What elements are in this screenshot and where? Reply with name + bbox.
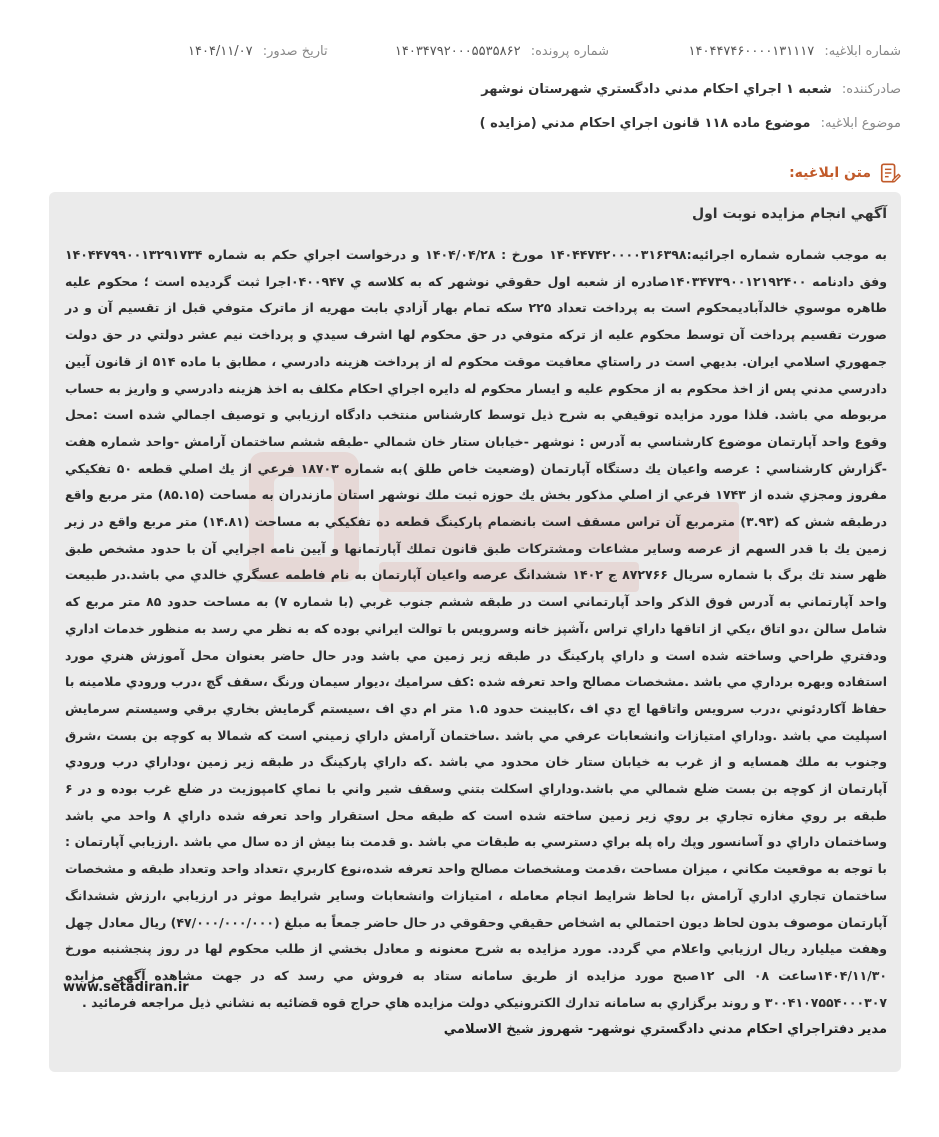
notice-meta-row [0, 44, 939, 68]
subject-value: موضوع ماده ۱۱۸ قانون اجراي احکام مدني (مزايده ) [479, 116, 811, 131]
subject-line [480, 116, 901, 131]
document-title: آگهي انجام مزايده نوبت اول [691, 206, 887, 222]
issue-date-label: تاريخ صدور: [262, 44, 328, 59]
issuer-value: شعبه ۱ اجراي احکام مدني دادگستري شهرستان نوشهر [481, 82, 832, 97]
issue-date [188, 44, 328, 59]
issuer-line [481, 82, 901, 97]
notice-text-heading [789, 160, 901, 186]
notice-number-label: شماره ابلاغيه: [824, 44, 901, 59]
notice-text-box [49, 192, 901, 1072]
document-edit-icon [879, 162, 901, 184]
case-number-value: ۱۴۰۳۴۷۹۲۰۰۰۵۵۳۵۸۶۲ [394, 44, 521, 59]
notice-number-value: ۱۴۰۴۴۷۴۶۰۰۰۰۱۳۱۱۱۷ [688, 44, 815, 59]
case-number [395, 44, 609, 59]
notice-text-heading-label: متن ابلاغيه: [789, 165, 871, 181]
notice-number [689, 44, 901, 59]
document-signature: مدير دفتراجراي احکام مدني دادگستري نوشهر- شهروز شيخ الاسلامي [443, 1022, 887, 1037]
issuer-label: صادرکننده: [841, 82, 901, 97]
website-link[interactable]: www.setadiran.ir [63, 980, 189, 995]
subject-label: موضوع ابلاغيه: [820, 116, 901, 131]
issue-date-value: ۱۴۰۴/۱۱/۰۷ [188, 44, 253, 59]
case-number-label: شماره پرونده: [530, 44, 609, 59]
document-body: به موجب شماره شماره اجرائيه:۱۴۰۴۴۷۴۲۰۰۰۰۳۱۶۳۹۸ مورخ : ۱۴۰۴/۰۴/۲۸ و درخواست اجراي حکم به شماره ۱۴۰۴۴۷۹۹۰۰۱۳۲۹۱۷۳۴ وفق دادنامه ۱۴۰۳۴۷۳۹۰۰۱۲۱۹۲۴۰۰صادره از شعبه اول حقوقي نوشهر که به کلاسه ي ۰۴۰۰۹۴۷اجرا ثبت گرديده است ؛ محکوم عليه طاهره موسوي خالدآباديمحکوم است به پرداخت تعداد ۲۲۵ سکه تمام بهار آزادي بابت مهريه از ماترک متوفي قبل از تقسيم آن و در صورت تقسيم پرداخت آن توسط محکوم عليه از ترکه متوفي در حق محکوم لها اشرف سيدي و پرداخت نيم عشر دولتي در حق دولت جمهوري اسلامي ايران. بديهي است در راستاي معافيت موقت محکوم له از پرداخت هزينه دادرسي ، مطابق با ماده ۵۱۴ از قانون آيين دادرسي مدني پس از اخذ محکوم به از محکوم عليه و ايسار محکوم له دايره اجراي احکام مکلف به اخذ هزينه دادرسي و واريز به حساب مربوطه مي باشد. فلذا مورد مزايده توقيفي به شرح ذيل توسط کارشناس منتخب دادگاه ارزيابي و توصيف اجمالي شده است :محل وقوع واحد آپارتمان موضوع کارشناسي به آدرس : نوشهر -خيابان ستار خان شمالي -طبقه ششم ساختمان آرامش -واحد شماره هفت -گزارش کارشناسي : عرصه واعيان يك دستگاه آپارتمان (وضعيت خاص طلق )به شماره ۱۸۷۰۳ فرعي از يك اصلي قطعه ۵۰ تفکيکي مفروز ومجزي شده از ۱۷۴۳ فرعي از اصلي مذکور بخش يك حوزه ثبت ملك نوشهر استان مازندران به مساحت (۸۵.۱۵) متر مربع واقع درطبقه شش که (۳.۹۳) مترمربع آن تراس مسقف است بانضمام پارکينگ قطعه ده تفکيکي به مساحت (۱۴.۸۱) متر مربع واقع در زير زمين يك با قدر السهم از عرصه وساير مشاعات ومشترکات طبق قانون تملك آپارتمانها و آيين نامه اجرايي آن با حدود مشخص طبق ظهر سند تك برگ با شماره سريال ۸۷۲۷۶۶ ج ۱۴۰۲ ششدانگ عرصه واعيان آپارتمان به نام فاطمه عسگري خالدي مي باشد.در طبيعت واحد آپارتماني به آدرس فوق الذکر واحد آپارتماني است در طبقه ششم جنوب غربي (با شماره ۷) به مساحت حدود ۸۵ متر مربع که شامل سالن ،دو اتاق ،يکي از اتاقها داراي تراس ،آشپز خانه وسرويس با توالت ايراني بوده که به نظر مي رسد به منظور خدمات اداري ودفتري طراحي وساخته شده است و داراي پارکينگ در طبقه زير زمين مي باشد ودر حال حاضر بعنوان محل آموزش هنري مورد استفاده وبهره برداري مي باشد .مشخصات مصالح واحد تعرفه شده :کف سراميك ،ديوار سيمان ورنگ ،سقف گچ ،درب ورودي ملامينه با حفاظ آکاردئوني ،درب سرويس واتاقها اچ دي اف ،کابينت حدود ۱.۵ متر ام دي اف ،سيستم گرمايش بخاري برقي وسيستم سرمايش اسپليت مي باشد .وداراي امتيازات وانشعابات عرفي مي باشد .ساختمان آرامش داراي زميني است که شمالا به کوچه بن بست ،شرق وجنوب به ملك همسايه و از غرب به خيابان ستار خان محدود مي باشد .که داراي پارکينگ در طبقه زير زمين ،وداراي درب ورودي آپارتمان از کوچه بن بست ضلع شمالي مي باشد.وداراي اسکلت بتني وسقف شير واني با نماي کامپوزيت در ضلع غرب بوده و در ۶ طبقه بر روي مغازه تجاري بر روي زير زمين ساخته شده است که طبقه محل استقرار واحد تعرفه شده داراي ۸ واحد مي باشد وساختمان داراي دو آسانسور وپك راه پله براي دسترسي به طبقات مي باشد .و قدمت بنا بيش از ده سال مي باشد .ارزيابي آپارتمان : با توجه به موقعيت مکاني ، ميزان مساحت ،قدمت ومشخصات مصالح واحد تعرفه شده،نوع کاربري ،تعداد واحد وتعداد طبقه و مشخصات ساختمان تجاري اداري آرامش ،با لحاظ شرايط انجام معامله ، امتيازات وانشعابات وساير شرايط موثر در ارزيابي ،ارزش ششدانگ آپارتمان موصوف بدون لحاظ ديون احتمالي به اشخاص حقيقي وحقوقي در حال حاضر جمعاً به مبلغ (۴۷/۰۰۰/۰۰۰/۰۰۰) ريال معادل چهل وهفت ميليارد ريال ارزيابي واعلام مي گردد. مورد مزايده به شرح معنونه و معادل بخشي از طلب محکوم لها در روز پنجشنبه مورخ ۱۴۰۴/۱۱/۳۰ساعت ۰۸ الی ۱۲صبح مورد مزايده از طريق سامانه ستاد به فروش مي رسد که در جهت مشاهده آگهي مزايده ۳۰۰۴۱۰۷۵۵۴۰۰۰۳۰۷ و روند برگزاري به سامانه تدارك الکترونيکي دولت مزايده هاي حراج قوه قضائيه به نشاني ذيل مراجعه فرمائيد . [65, 247, 888, 1010]
